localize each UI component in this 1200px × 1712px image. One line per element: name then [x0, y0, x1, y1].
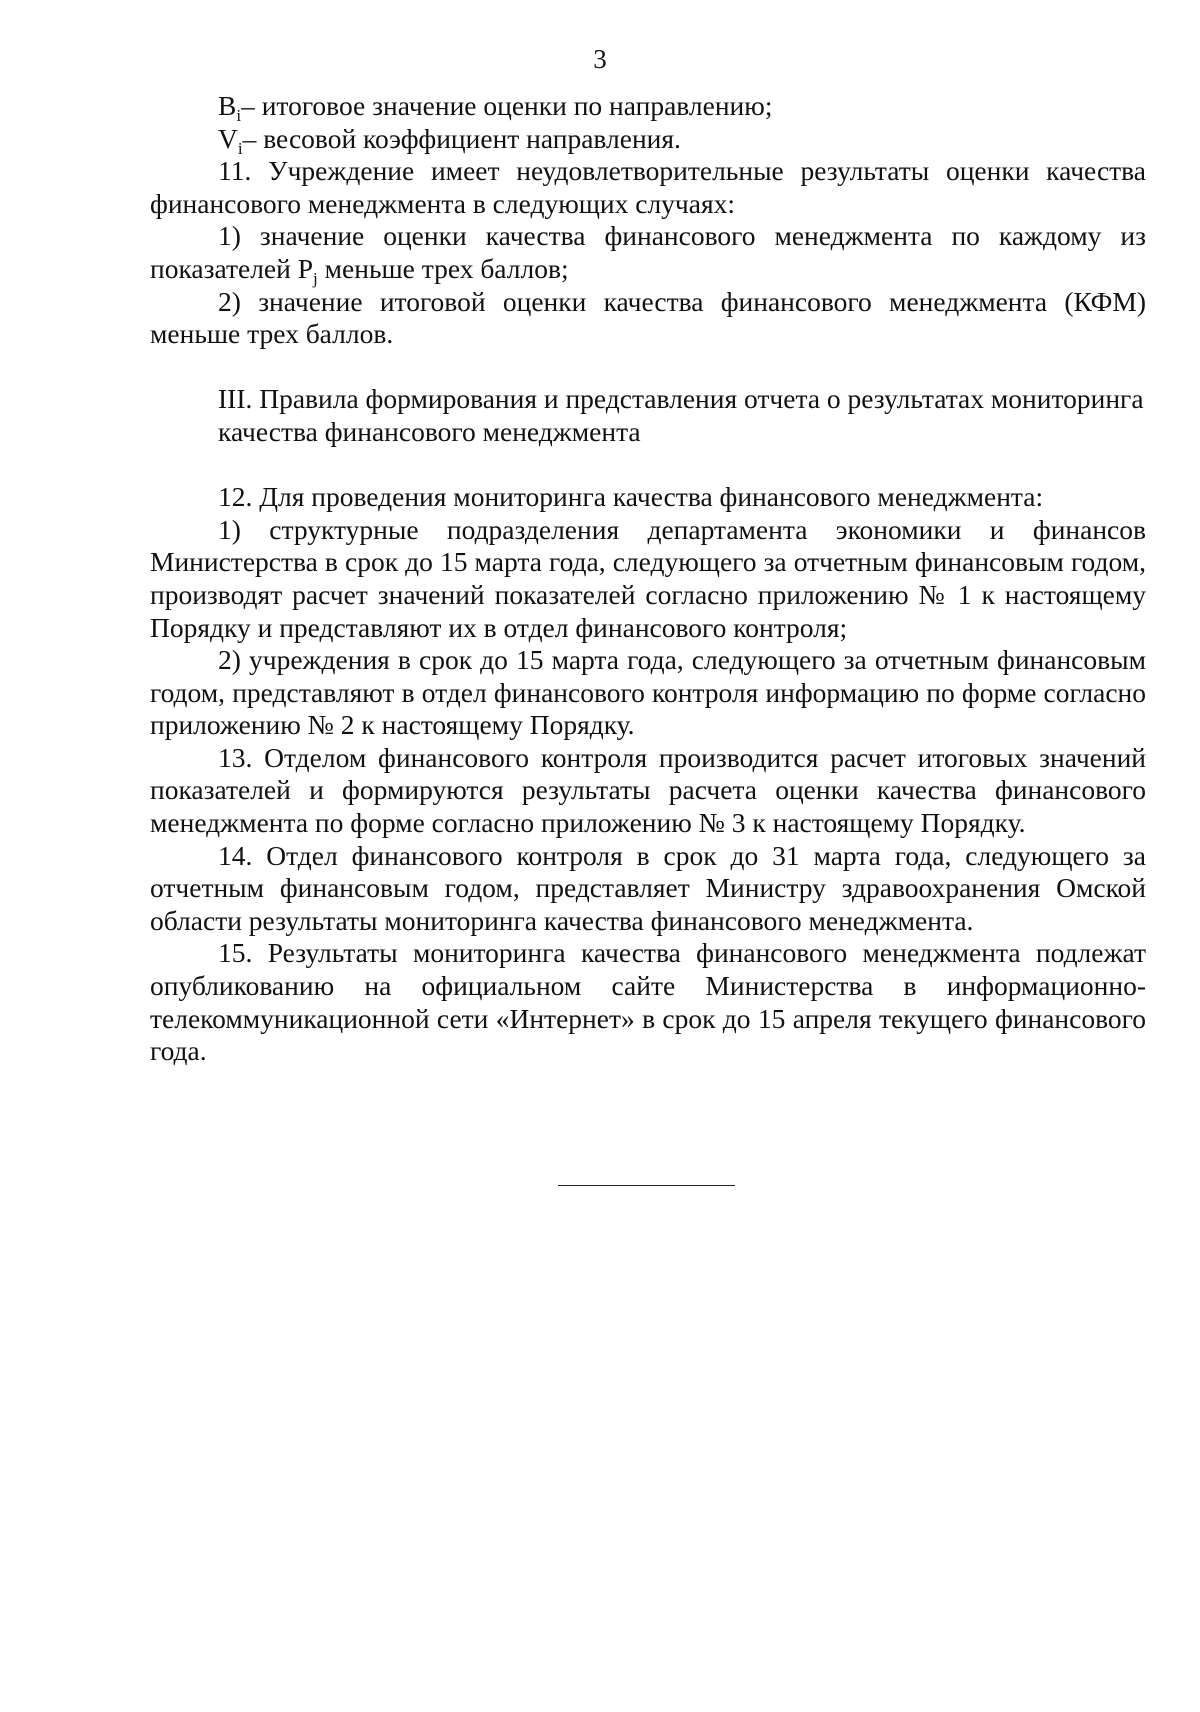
b-definition-text: – итоговое значение оценки по направлению; — [241, 90, 773, 121]
definition-v — [150, 123, 1146, 156]
p-subscript: j — [313, 268, 318, 288]
item-12-sub-1: 1) структурные подразделения департамента экономики и финансов Министерства в срок до 15 марта года, следующего за отчетным финансовым годом, производят расчет значений показателей согласно приложению № 1 к настоящему Порядку и представляют их в отдел финансового контроля; — [150, 513, 1146, 643]
v-subscript: i — [237, 138, 243, 158]
item-11-sub-2: 2) значение итоговой оценки качества финансового менеджмента (КФМ) меньше трех баллов. — [150, 285, 1146, 350]
item-12-sub-2: 2) учреждения в срок до 15 марта года, следующего за отчетным финансовым годом, представляют в отдел финансового контроля информацию по форме согласно приложению № 2 к настоящему Порядку. — [150, 644, 1146, 741]
v-symbol: V — [218, 122, 238, 154]
item-11-sub-1-end: меньше трех баллов; — [317, 252, 569, 284]
b-symbol: B — [218, 90, 237, 121]
definition-b — [150, 90, 1146, 123]
item-13: 13. Отделом финансового контроля производится расчет итоговых значений показателей и формируются результаты расчета оценки качества финансового менеджмента по форме согласно приложению № 3 к настоящему Порядку. — [150, 741, 1146, 839]
b-subscript: i — [236, 105, 242, 125]
v-definition-text: – весовой коэффициент направления. — [242, 122, 681, 154]
page-number: 3 — [593, 44, 607, 74]
item-12: 12. Для проведения мониторинга качества финансового менеджмента: — [218, 481, 1044, 513]
section-3-title-line-2: качества финансового менеджмента — [218, 415, 641, 447]
item-11-sub-1 — [150, 220, 1146, 288]
item-11: 11. Учреждение имеет неудовлетворительные результаты оценки качества финансового менеджмента в следующих случаях: — [150, 155, 1146, 219]
end-of-document-rule — [558, 1185, 735, 1186]
item-15: 15. Результаты мониторинга качества финансового менеджмента подлежат опубликованию на официальном сайте Министерства в информационно-телекоммуникационной сети «Интернет» в срок до 15 апреля текущего финансового года. — [150, 937, 1146, 1067]
section-3-title-line-1: III. Правила формирования и представления отчета о результатах мониторинга — [218, 383, 1144, 415]
item-14: 14. Отдел финансового контроля в срок до 31 марта года, следующего за отчетным финансовым годом, представляет Министру здравоохранения Омской области результаты мониторинга качества финансового менеджмента. — [150, 839, 1146, 936]
document-body — [150, 90, 1146, 1068]
item-11-sub-1-start: 1) значение оценки качества финансового менеджмента по каждому из показателей P — [150, 220, 1146, 284]
